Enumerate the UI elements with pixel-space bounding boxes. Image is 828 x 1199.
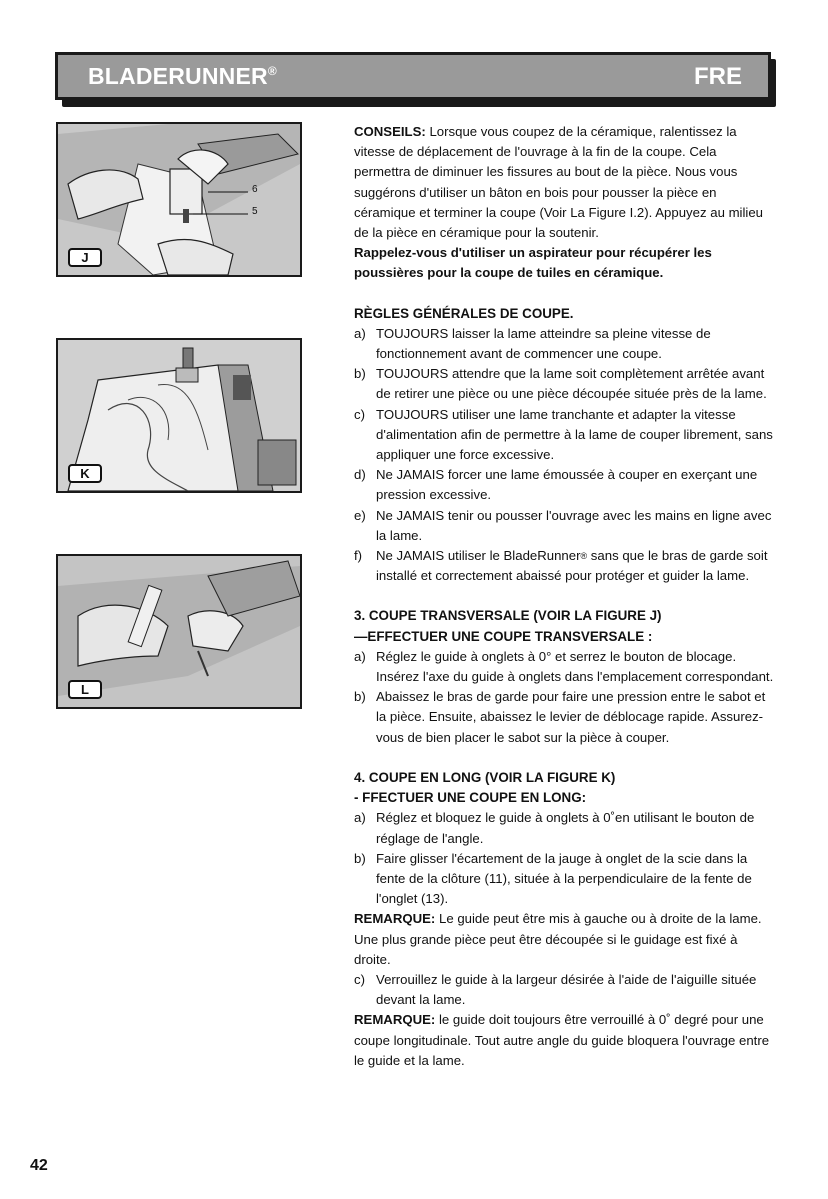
figure-label-l: L [68, 680, 102, 699]
regles-item-a: a) TOUJOURS laisser la lame atteindre sa pleine vitesse de fonctionnement avant de commencer une coupe. [354, 325, 711, 362]
section3-title: 3. COUPE TRANSVERSALE (VOIR LA FIGURE J) [354, 608, 662, 624]
regles-item-c: c) TOUJOURS utiliser une lame tranchante et adapter la vitesse d'alimentation afin de permettre à la lame de couper librement, sans appliquer une force excessive. [354, 406, 773, 463]
regles-item-e: e) Ne JAMAIS tenir ou pousser l'ouvrage avec les mains en ligne avec la lame. [354, 507, 772, 543]
regles-item-f: f) Ne JAMAIS utiliser le BladeRunner® sans que le bras de garde soit installé et correctement abaissé pour protéger et guider la lame. [354, 548, 768, 584]
header-banner [55, 52, 771, 100]
regles-title: RÈGLES GÉNÉRALES DE COUPE. [354, 305, 574, 321]
remarque-1: REMARQUE: Le guide peut être mis à gauche ou à droite de la lame. Une plus grande pièce peut être découpée si le guidage est fixé à droite. [354, 911, 762, 967]
section4-subtitle: - FFECTUER UNE COUPE EN LONG: [354, 790, 587, 806]
regles-item-b: b) TOUJOURS attendre que la lame soit complètement arrêtée avant de retirer une pièce ou une pièce découpée située près de la lame. [354, 366, 767, 402]
section3-item-b: b) Abaissez le bras de garde pour faire une pression entre le sabot et la pièce. Ensuite, abaissez le levier de déblocage rapide. Assurez-vous de bien placer le sabot sur la pièce à couper. [354, 689, 766, 745]
section3-item-a: a) Réglez le guide à onglets à 0° et serrez le bouton de blocage. Insérez l'axe du guide à onglets dans l'emplacement correspondant. [354, 648, 774, 685]
callout-6: 6 [252, 184, 258, 195]
figure-k [56, 338, 302, 493]
text-column [354, 122, 774, 1071]
language-code: FRE [694, 63, 742, 90]
page-number: 42 [30, 1157, 48, 1174]
figure-label-j: J [68, 248, 102, 267]
conseils-paragraph: CONSEILS: Lorsque vous coupez de la céramique, ralentissez la vitesse de déplacement de l'ouvrage à la fin de la coupe. Cela permettra de diminuer les fissures au bout de la pièce. Nous vous suggérons d'utiliser un bâton en bois pour pousser la pièce en céramique et terminer la coupe (Voir La Figure I.2). Appuyez au milieu de la pièce en céramique pour la soutenir. [354, 124, 764, 241]
brand-title: BLADERUNNER® [88, 63, 277, 89]
figure-l [56, 554, 302, 709]
figure-label-k: K [68, 464, 102, 483]
section3-subtitle: —EFFECTUER UNE COUPE TRANSVERSALE : [354, 628, 653, 644]
section4-title: 4. COUPE EN LONG (VOIR LA FIGURE K) [354, 769, 616, 785]
conseils-reminder: Rappelez-vous d'utiliser un aspirateur pour récupérer les poussières pour la coupe de tuiles en céramique. [354, 245, 712, 281]
section4-item-b: b) Faire glisser l'écartement de la jauge à onglet de la scie dans la fente de la clôture (11), située à la perpendiculaire de la fente de l'onglet (13). [354, 850, 752, 907]
regles-item-d: d) Ne JAMAIS forcer une lame émoussée à couper en exerçant une pression excessive. [354, 467, 758, 503]
remarque-2: REMARQUE: le guide doit toujours être verrouillé à 0˚ degré pour une coupe longitudinale. Tout autre angle du guide bloquera l'ouvrage entre le guide et la lame. [354, 1012, 770, 1068]
callout-5: 5 [252, 206, 258, 217]
figure-j [56, 122, 302, 277]
section4-item-c: c) Verrouillez le guide à la largeur désirée à l'aide de l'aiguille située devant la lame. [354, 971, 757, 1008]
section4-item-a: a) Réglez et bloquez le guide à onglets à 0˚en utilisant le bouton de réglage de l'angle. [354, 810, 755, 846]
